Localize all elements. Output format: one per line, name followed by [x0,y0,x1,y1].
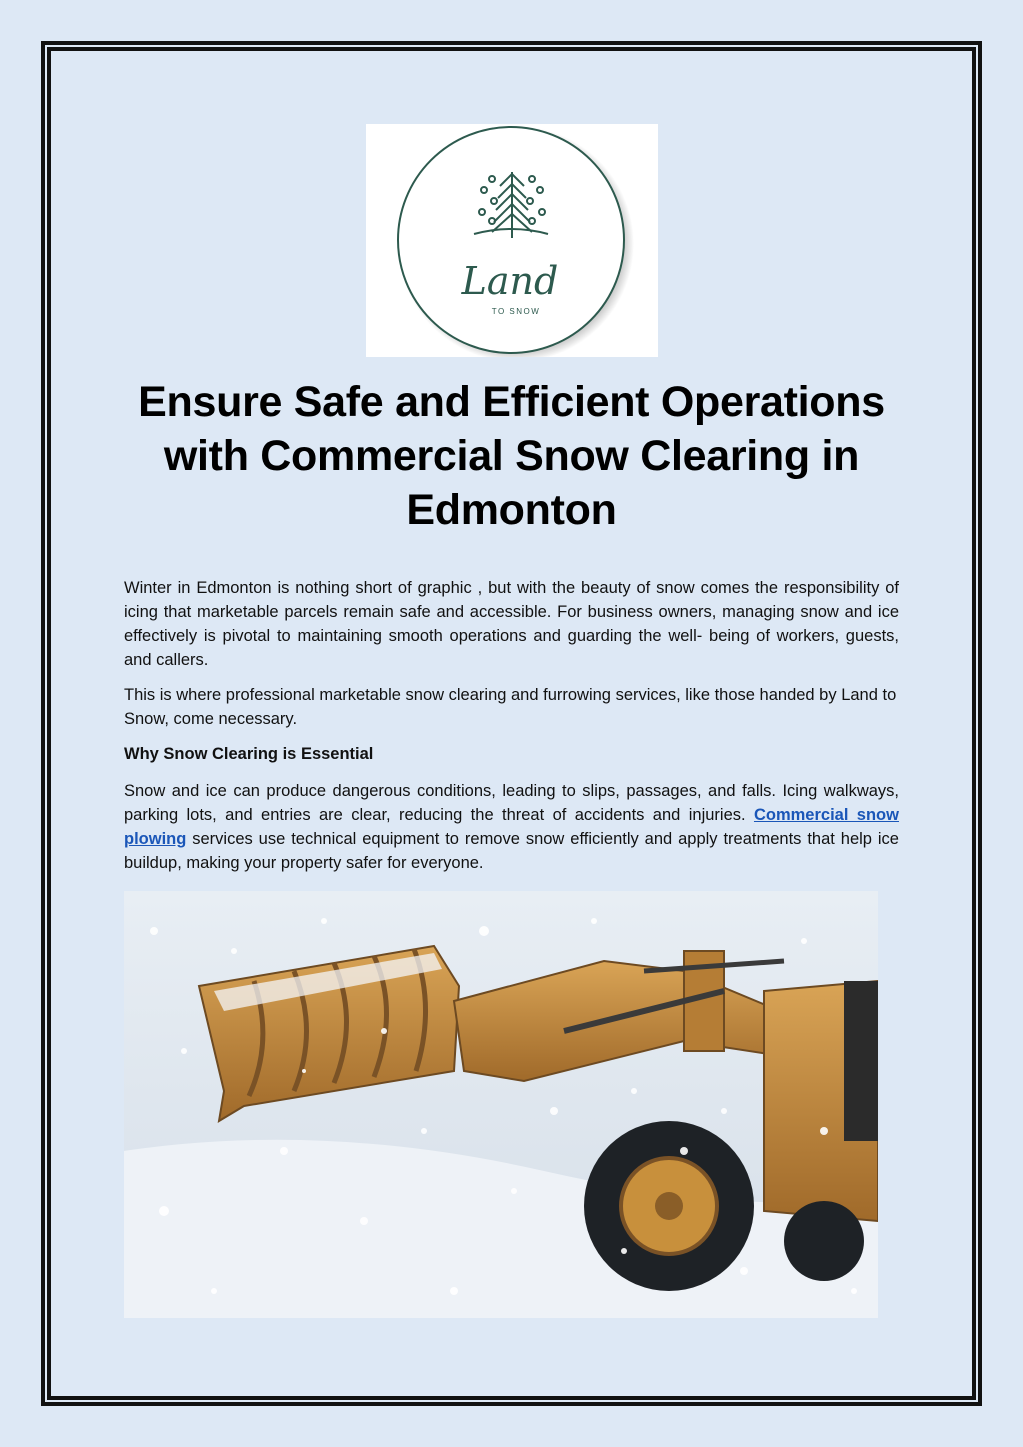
snow-loader-photo [124,891,878,1318]
safety-text-after: services use technical equipment to remove snow efficiently and apply treatments that help ice buildup, making your property safer for everyone. [124,830,899,872]
services-paragraph: This is where professional marketable snow clearing and furrowing services, like those handed by Land to Snow, come necessary. [124,686,897,728]
company-logo [366,124,658,357]
section-heading: Why Snow Clearing is Essential [124,745,374,763]
logo-tagline-text: TO SNOW [491,307,541,316]
article-body [124,576,899,886]
safety-text-before: Snow and ice can produce dangerous conditions, leading to slips, passages, and falls. Icing walkways, parking lots, and entries are clear, reducing the threat of accidents and injuries. [124,782,899,824]
logo-brand-text: Land [461,259,559,303]
page-title: Ensure Safe and Efficient Operations with Commercial Snow Clearing in Edmonton [138,378,885,534]
commercial-snow-plowing-link[interactable]: Commercial snow plowing [124,806,899,848]
safety-paragraph [124,779,899,875]
intro-paragraph: Winter in Edmonton is nothing short of graphic , but with the beauty of snow comes the responsibility of icing that marketable parcels remain safe and accessible. For business owners, managing snow and ice effectively is pivotal to maintaining smooth operations and guarding the well- being of workers, guests, and callers. [124,579,899,669]
